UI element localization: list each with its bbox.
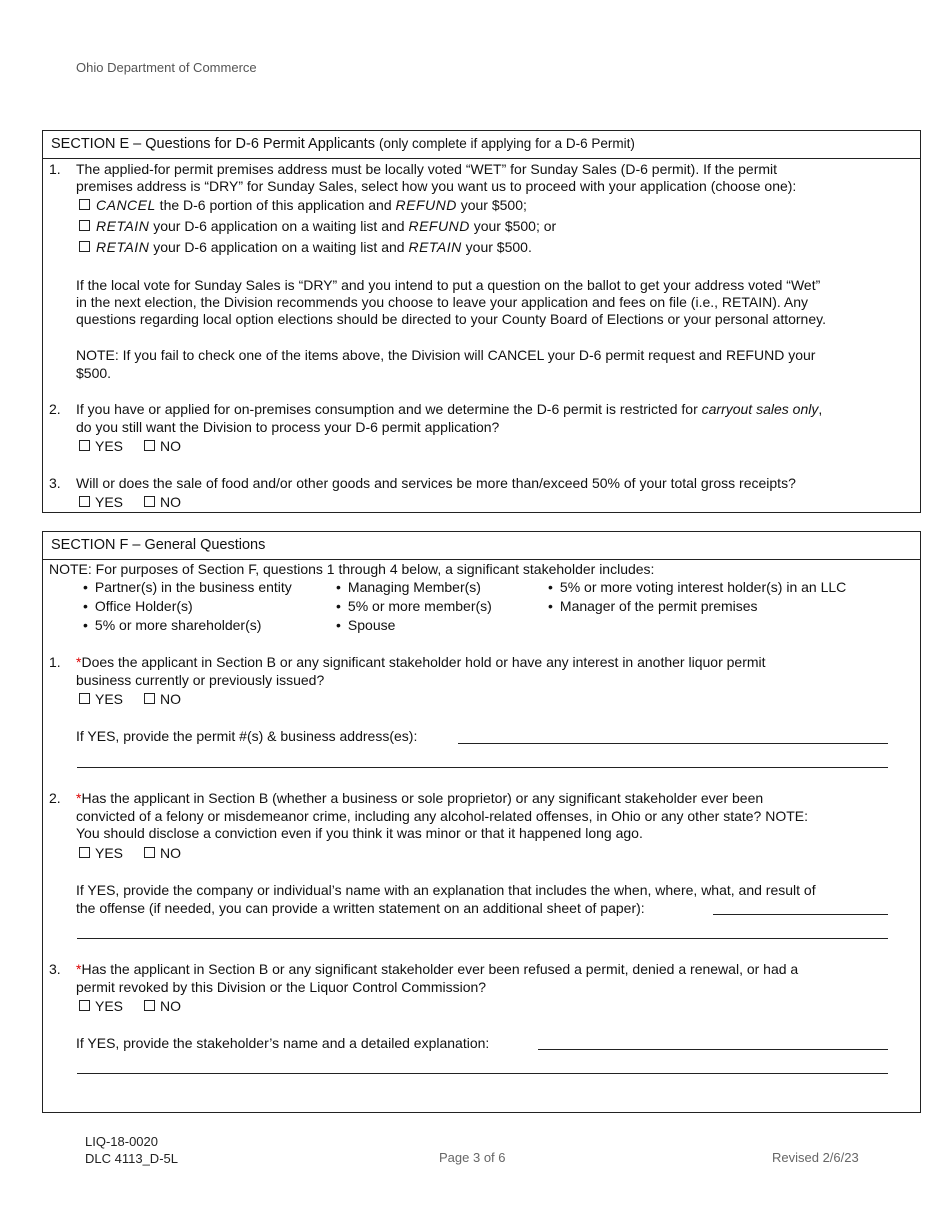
revised-date: Revised 2/6/23 (772, 1150, 859, 1165)
checkbox[interactable] (144, 847, 155, 858)
stakeholder-item: • Managing Member(s) (336, 579, 481, 595)
stakeholder-item: • 5% or more voting interest holder(s) in an LLC (548, 579, 846, 595)
paragraph-text: questions regarding local option elections should be directed to your County Board of Elections or your personal attorney. (76, 311, 826, 327)
checkbox[interactable] (79, 440, 90, 451)
no-option[interactable]: NO (144, 691, 181, 707)
question-text: premises address is “DRY” for Sunday Sales, select how you want us to proceed with your application (choose one): (76, 178, 797, 194)
answer-line[interactable] (77, 1073, 888, 1074)
section-f-title: SECTION F – General Questions (51, 537, 266, 553)
question-text: permit revoked by this Division or the Liquor Control Commission? (76, 979, 487, 995)
question-text: business currently or previously issued? (76, 672, 325, 688)
question-text: You should disclose a conviction even if you think it was minor or that it happened long ago. (76, 825, 643, 841)
section-f-header (43, 532, 920, 560)
option-retain-retain[interactable]: RETAIN your D-6 application on a waiting list and RETAIN your $500. (79, 239, 532, 255)
form-code: DLC 4113_D-5L (85, 1151, 178, 1166)
checkbox[interactable] (79, 693, 90, 704)
section-e-subtitle: (only complete if applying for a D-6 Permit) (378, 136, 635, 151)
answer-line[interactable] (77, 767, 888, 768)
answer-line[interactable] (713, 914, 888, 915)
no-option[interactable]: NO (144, 998, 181, 1014)
question-text: *Does the applicant in Section B or any significant stakeholder hold or have any interest in another liquor permit (76, 654, 766, 670)
ifyes-label: If YES, provide the permit #(s) & business address(es): (76, 728, 418, 744)
yes-option[interactable]: YES (79, 494, 123, 510)
paragraph-text: If the local vote for Sunday Sales is “DRY” and you intend to put a question on the ballot to get your address voted “Wet” (76, 277, 821, 293)
checkbox[interactable] (144, 440, 155, 451)
yes-option[interactable]: YES (79, 438, 123, 454)
question-text: *Has the applicant in Section B or any significant stakeholder ever been refused a permit, denied a renewal, or had a (76, 961, 799, 977)
checkbox[interactable] (79, 199, 90, 210)
stakeholder-item: • Partner(s) in the business entity (83, 579, 292, 595)
checkbox[interactable] (144, 496, 155, 507)
question-number: 2. (49, 401, 61, 417)
option-cancel-refund[interactable]: CANCEL the D-6 portion of this application and REFUND your $500; (79, 197, 527, 213)
section-e-header (43, 131, 920, 159)
no-option[interactable]: NO (144, 494, 181, 510)
checkbox[interactable] (79, 220, 90, 231)
ifyes-label: If YES, provide the stakeholder’s name and a detailed explanation: (76, 1035, 490, 1051)
section-f (42, 531, 921, 1113)
checkbox[interactable] (79, 241, 90, 252)
section-e-title: SECTION E – Questions for D-6 Permit Applicants (51, 136, 375, 152)
option-retain-refund[interactable]: RETAIN your D-6 application on a waiting list and REFUND your $500; or (79, 218, 556, 234)
form-id: LIQ-18-0020 (85, 1134, 158, 1149)
question-number: 3. (49, 475, 61, 491)
agency-name: Ohio Department of Commerce (76, 60, 257, 75)
answer-line[interactable] (538, 1049, 888, 1050)
page-number: Page 3 of 6 (439, 1150, 506, 1165)
checkbox[interactable] (79, 1000, 90, 1011)
stakeholder-item: • 5% or more shareholder(s) (83, 617, 261, 633)
stakeholder-item: • 5% or more member(s) (336, 598, 492, 614)
question-number: 3. (49, 961, 61, 977)
answer-line[interactable] (77, 938, 888, 939)
question-text: The applied-for permit premises address must be locally voted “WET” for Sunday Sales (D-6 permit). If the permit (76, 161, 778, 177)
checkbox[interactable] (144, 1000, 155, 1011)
question-text: If you have or applied for on-premises consumption and we determine the D-6 permit is restricted for carryout sales only, (76, 401, 823, 417)
stakeholder-item: • Manager of the permit premises (548, 598, 758, 614)
no-option[interactable]: NO (144, 845, 181, 861)
note-text: NOTE: For purposes of Section F, questions 1 through 4 below, a significant stakeholder includes: (49, 561, 655, 577)
no-option[interactable]: NO (144, 438, 181, 454)
yes-option[interactable]: YES (79, 845, 123, 861)
question-number: 2. (49, 790, 61, 806)
note-text: NOTE: If you fail to check one of the items above, the Division will CANCEL your D-6 permit request and REFUND your (76, 347, 816, 363)
note-text: $500. (76, 365, 112, 381)
stakeholder-item: • Office Holder(s) (83, 598, 193, 614)
answer-line[interactable] (458, 743, 888, 744)
question-text: convicted of a felony or misdemeanor crime, including any alcohol-related offenses, in Ohio or any other state? NOTE: (76, 808, 809, 824)
question-number: 1. (49, 654, 61, 670)
checkbox[interactable] (79, 496, 90, 507)
ifyes-label: the offense (if needed, you can provide a written statement on an additional sheet of paper): (76, 900, 645, 916)
form-identifier (85, 1133, 178, 1167)
stakeholder-item: • Spouse (336, 617, 395, 633)
section-e (42, 130, 921, 513)
checkbox[interactable] (79, 847, 90, 858)
question-text: Will or does the sale of food and/or other goods and services be more than/exceed 50% of your total gross receipts? (76, 475, 796, 491)
question-text: *Has the applicant in Section B (whether a business or sole proprietor) or any significant stakeholder ever been (76, 790, 764, 806)
checkbox[interactable] (144, 693, 155, 704)
yes-option[interactable]: YES (79, 691, 123, 707)
yes-option[interactable]: YES (79, 998, 123, 1014)
question-number: 1. (49, 161, 61, 177)
question-text: do you still want the Division to process your D-6 permit application? (76, 419, 500, 435)
ifyes-label: If YES, provide the company or individual’s name with an explanation that includes the when, where, what, and result of (76, 882, 816, 898)
paragraph-text: in the next election, the Division recommends you choose to leave your application and fees on file (i.e., RETAIN). Any (76, 294, 809, 310)
